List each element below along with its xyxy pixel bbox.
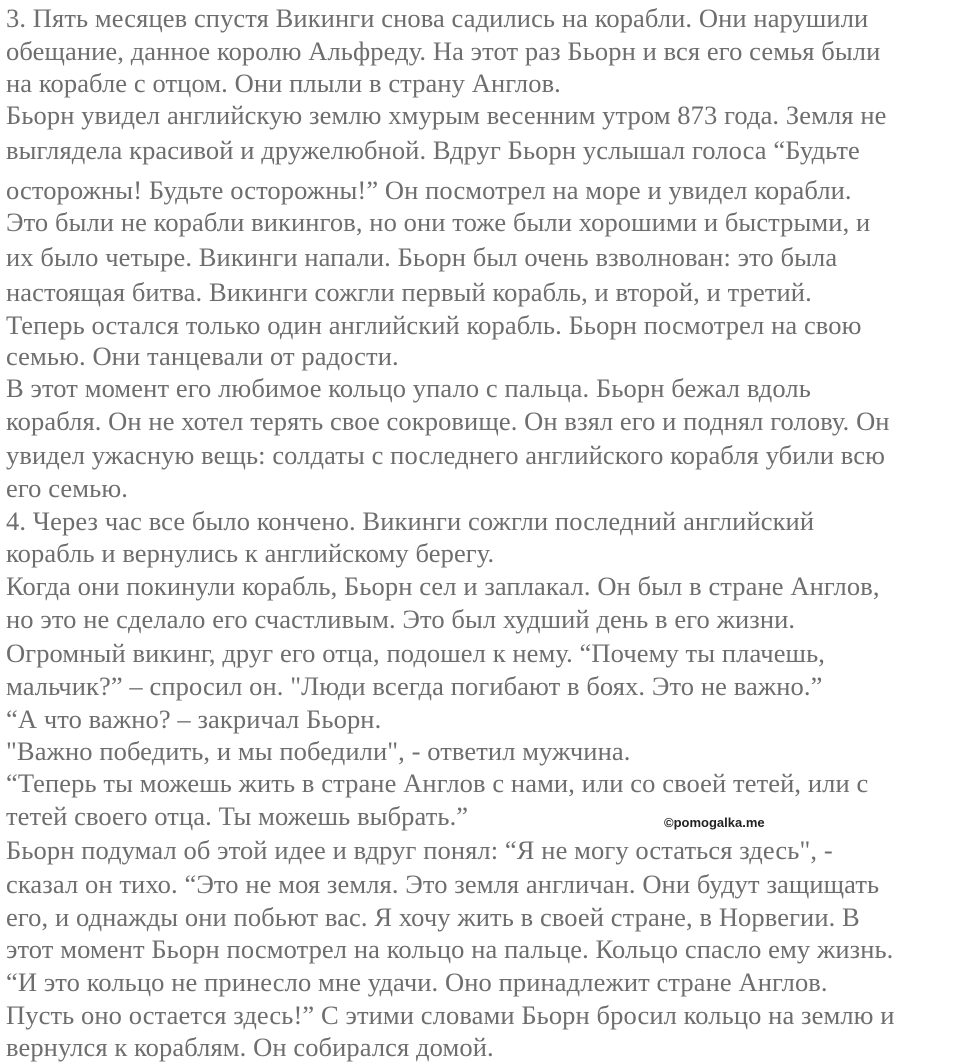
text-line: Это были не корабли викингов, но они тоже были хорошими и быстрыми, и xyxy=(6,207,871,237)
text-line: настоящая битва. Викинги сожгли первый корабль, и второй, и третий. xyxy=(6,277,812,307)
text-line: 4. Через час все было кончено. Викинги сожгли последний английский xyxy=(6,506,815,536)
text-line: Бьорн увидел английскую землю хмурым весенним утром 873 года. Земля не xyxy=(6,100,887,130)
text-line: его, и однажды они побьют вас. Я хочу жить в своей стране, в Норвегии. В xyxy=(6,902,860,932)
text-line: но это не сделало его счастливым. Это был худший день в его жизни. xyxy=(6,604,796,634)
text-line: его семью. xyxy=(6,473,128,503)
text-line: "Важно победить, и мы победили", - ответил мужчина. xyxy=(6,736,631,766)
text-line: корабля. Он не хотел терять свое сокровище. Он взял его и поднял голову. Он xyxy=(6,406,890,436)
watermark: ©pomogalka.me xyxy=(664,815,765,830)
text-line: Когда они покинули корабль, Бьорн сел и заплакал. Он был в стране Англов, xyxy=(6,571,880,601)
text-line: обещание, данное королю Альфреду. На этот раз Бьорн и вся его семья были xyxy=(6,36,881,66)
text-line: корабль и вернулись к английскому берегу. xyxy=(6,538,495,568)
text-line: мальчик?” – спросил он. "Люди всегда погибают в боях. Это не важно.” xyxy=(6,671,823,701)
text-line: увидел ужасную вещь: солдаты с последнего английского корабля убили всю xyxy=(6,440,886,470)
text-line: Огромный викинг, друг его отца, подошел к нему. “Почему ты плачешь, xyxy=(6,638,825,668)
text-line: “Теперь ты можешь жить в стране Англов с нами, или со своей тетей, или с xyxy=(6,768,869,798)
text-line: тетей своего отца. Ты можешь выбрать.” xyxy=(6,801,469,831)
text-line: “А что важно? – закричал Бьорн. xyxy=(6,704,382,734)
text-line: В этот момент его любимое кольцо упало с пальца. Бьорн бежал вдоль xyxy=(6,373,811,403)
text-line: этот момент Бьорн посмотрел на кольцо на пальце. Кольцо спасло ему жизнь. xyxy=(6,934,894,964)
text-line: на корабле с отцом. Они плыли в страну Англов. xyxy=(6,68,561,98)
text-line: Пусть оно остается здесь!” С этими словами Бьорн бросил кольцо на землю и xyxy=(6,1000,895,1030)
text-line: 3. Пять месяцев спустя Викинги снова садились на корабли. Они нарушили xyxy=(6,3,869,33)
text-line: их было четыре. Викинги напали. Бьорн был очень взволнован: это была xyxy=(6,242,838,272)
text-line: сказал он тихо. “Это не моя земля. Это земля англичан. Они будут защищать xyxy=(6,869,880,899)
text-line: выглядела красивой и дружелюбной. Вдруг Бьорн услышал голоса “Будьте xyxy=(6,135,860,165)
text-line: семью. Они танцевали от радости. xyxy=(6,341,399,371)
text-line: Теперь остался только один английский корабль. Бьорн посмотрел на свою xyxy=(6,310,862,340)
text-line: “И это кольцо не принесло мне удачи. Оно принадлежит стране Англов. xyxy=(6,967,828,997)
text-line: осторожны! Будьте осторожны!” Он посмотрел на море и увидел корабли. xyxy=(6,175,852,205)
text-line: Бьорн подумал об этой идее и вдруг понял: “Я не могу остаться здесь", - xyxy=(6,835,833,865)
text-line: вернулся к кораблям. Он собирался домой. xyxy=(6,1032,494,1062)
